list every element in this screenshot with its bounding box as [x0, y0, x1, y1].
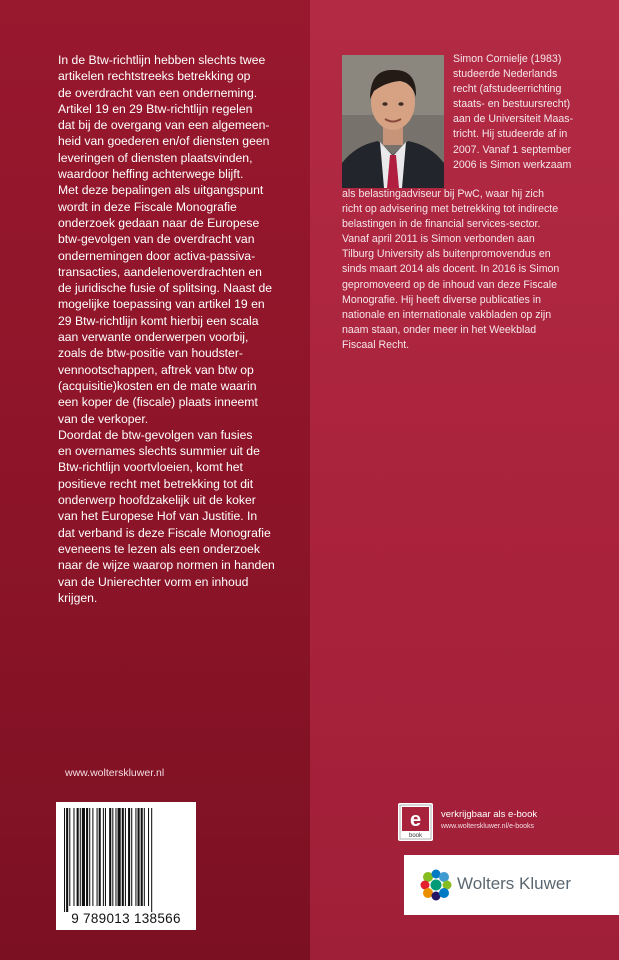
book-description: In de Btw-richtlijn hebben slechts twee artikelen rechtstreeks betrekking op de overdracht van een onderneming. Artikel 19 en 29 Btw-richtlijn regelen dat bij de overgang van een algemeen- heid van goederen en/of diensten geen leveringen of diensten plaatsvinden, waardoor heffing achterwege blijft. Met deze bepalingen als uitgangspunt wordt in deze Fiscale Monografie onderzoek gedaan naar de Europese btw-gevolgen van de overdracht van ondernemingen door activa-passiva- transacties, aandelenoverdrachten en de juridische fusie of splitsing. Naast de mogelijke toepassing van artikel 19 en 29 Btw-richtlijn komt hierbij een scala aan verwante onderwerpen voorbij, zoals de btw-positie van houdster- vennootschappen, aftrek van btw op (acquisitie)kosten en de mate waarin een koper de (fiscale) plaats inneemt van de verkoper. Doordat de btw-gevolgen van fusies en overnames slechts summier uit de Btw-richtlijn voortvloeien, komt het positieve recht met betrekking tot dit onderwerp hoofdzakelijk uit de koker van het Europese Hof van Justitie. In dat verband is deze Fiscale Monografie eveneens te lezen als een onderzoek naar de wijze waarop normen in handen van de Unierechter vorm en inhoud krijgen. [58, 53, 275, 605]
author-bio-continued: als belastingadviseur bij PwC, waar hij zich richt op advisering met betrekking tot indirecte belastingen in de financial services-sector. Vanaf april 2011 is Simon verbonden aan Tilburg University als buitenpromovendus en sinds maart 2014 als docent. In 2016 is Simon gepromoveerd op de inhoud van deze Fiscale Monografie. Hij heeft diverse publicaties in nationale en internationale vakbladen op zijn naam staan, onder meer in het Weekblad Fiscaal Recht. [342, 188, 560, 351]
barcode-bar [131, 808, 132, 906]
barcode-bar [138, 808, 140, 906]
barcode-bar [97, 808, 98, 906]
barcode-bar [112, 808, 113, 906]
barcode-bar [105, 808, 106, 906]
barcode-bar [109, 808, 111, 906]
barcode-bar [125, 808, 126, 906]
ebook-label: verkrijgbaar als e-book [441, 809, 538, 820]
barcode-bar [135, 808, 136, 906]
barcode-bar [128, 808, 130, 906]
ebook-url[interactable]: www.wolterskluwer.nl/e-books [441, 823, 534, 830]
barcode-bar [122, 808, 124, 906]
isbn-number: 9 789013 138566 [71, 911, 181, 926]
ebook-icon-letter: e [409, 809, 422, 831]
publisher-logo [404, 855, 619, 915]
ebook-icon-label: book [408, 833, 423, 839]
barcode-bar [73, 808, 74, 906]
barcode-bar [115, 808, 116, 906]
barcode-bar [69, 808, 70, 906]
barcode-bar [89, 808, 90, 906]
publisher-website[interactable]: www.wolterskluwer.nl [65, 767, 165, 779]
barcode-bar [148, 808, 149, 906]
barcode-bar [86, 808, 88, 906]
author-photo [342, 55, 444, 188]
barcode-bar [66, 808, 68, 912]
barcode-icon [56, 802, 196, 912]
barcode [56, 802, 196, 930]
author-bio-intro: Simon Cornielje (1983) studeerde Nederlands recht (afstudeerrichting staats- en bestuursrecht) aan de Universiteit Maas- tricht. Hij studeerde af in 2007. Vanaf 1 september 2006 is Simon werkzaam [453, 53, 574, 171]
barcode-bar [92, 808, 93, 906]
ebook-icon [398, 803, 433, 841]
barcode-bar [77, 808, 79, 906]
wolters-kluwer-logo-icon [418, 867, 454, 903]
barcode-bar [151, 808, 152, 912]
ebook-notice[interactable] [398, 803, 598, 841]
barcode-bar [80, 808, 81, 906]
barcode-bar [82, 808, 85, 906]
barcode-bar [118, 808, 121, 906]
barcode-bar [99, 808, 101, 906]
barcode-bar [144, 808, 145, 906]
barcode-bar [64, 808, 65, 912]
barcode-bar [103, 808, 104, 906]
barcode-bar [141, 808, 143, 906]
publisher-name: Wolters Kluwer [457, 874, 571, 893]
